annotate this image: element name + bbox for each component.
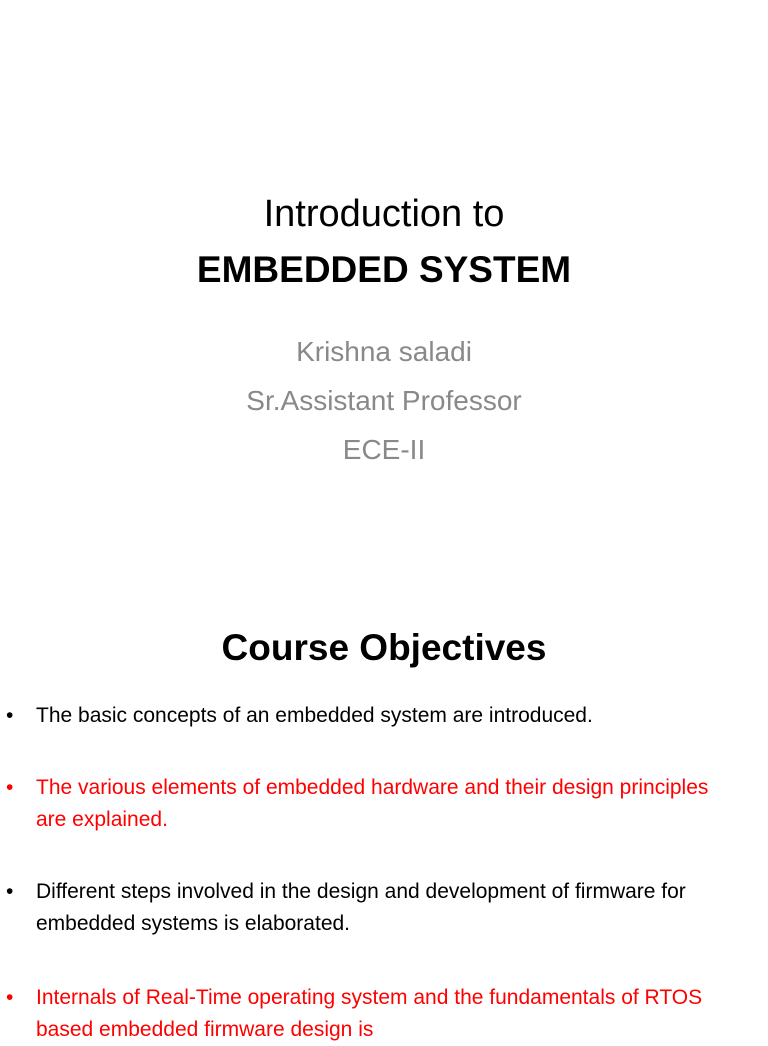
objectives-slide — [0, 576, 768, 1041]
author-name: Krishna saladi — [296, 336, 472, 367]
objective-text: Internals of Real-Time operating system and the fundamentals of RTOS based embedded firmware design is — [36, 986, 703, 1041]
objectives-heading: Course Objectives — [221, 627, 547, 668]
author-department: ECE-II — [342, 434, 426, 465]
bullet-icon: • — [6, 986, 14, 1009]
objective-text: Different steps involved in the design and development of firmware for embedded systems is elaborated. — [36, 880, 686, 935]
bullet-icon: • — [6, 880, 14, 903]
author-position: Sr.Assistant Professor — [246, 385, 522, 416]
bullet-icon: • — [6, 776, 14, 799]
title-line-2: EMBEDDED SYSTEM — [196, 249, 572, 290]
objective-text: The various elements of embedded hardware and their design principles are explained. — [36, 776, 709, 831]
bullet-icon: • — [6, 704, 14, 727]
title-line-1: Introduction to — [263, 193, 505, 235]
objective-text: The basic concepts of an embedded system are introduced. — [36, 704, 593, 727]
